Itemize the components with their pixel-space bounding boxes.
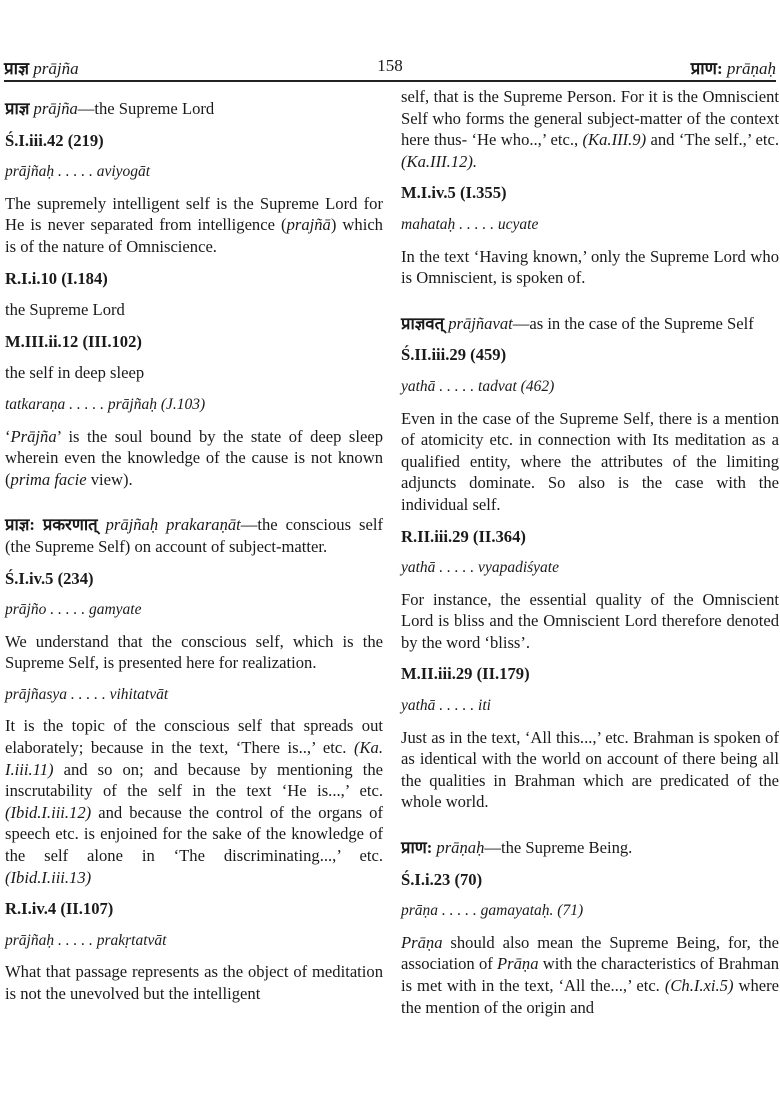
italic-text: prajñā [286, 215, 331, 235]
italic-text: (Ch.I.xi.5) [664, 976, 734, 995]
citation-reference [5, 568, 383, 590]
text-segment: In the text ‘Having known,’ only the Supreme Lord who is Omniscient, is spoken of. [401, 246, 779, 288]
text-segment: ’ is the soul bound by the state of deep sleep wherein even the knowledge of the cause is not known ( [5, 426, 383, 489]
italic-text: (Ka. I.iii.11) [5, 738, 383, 779]
text-segment: Ś.II.iii.29 (459) [401, 345, 507, 365]
commentary-paragraph [5, 961, 383, 1004]
text-segment: and so on; and because by mentioning the inscrutability of the self in the text ‘He is...,’ etc. [5, 759, 383, 801]
running-header [4, 54, 776, 82]
text-segment: tatkaraṇa . . . . . prājñaḥ (J.103) [5, 395, 206, 413]
citation-reference [5, 130, 383, 152]
text-segment: and ‘The self.,’ etc. [646, 130, 780, 150]
italic-text: Prāṇa [497, 954, 539, 974]
header-right-roman: prāṇaḥ [726, 59, 776, 78]
commentary-paragraph [401, 246, 779, 289]
text-segment: prājñaḥ . . . . . aviyogāt [5, 163, 151, 181]
italic-text: (Ka.III.9) [582, 130, 647, 150]
text-segment: with the characteristics of Brahman is met with in the text, ‘All the...,’ etc. [401, 954, 779, 995]
italic-text: prājñavat [448, 313, 513, 333]
citation-reference [401, 344, 779, 366]
sanskrit-phrase [401, 557, 779, 579]
text-segment: prājñaḥ . . . . . prakṛtatvāt [5, 931, 167, 949]
italic-text: (Ibid.I.iii.12) [5, 802, 92, 822]
commentary-paragraph [401, 86, 779, 172]
text-segment: view). [86, 469, 133, 489]
text-segment: It is the topic of the conscious self that spreads out elaborately; because in the text, ‘There is..,’ etc. [5, 716, 383, 758]
commentary-paragraph [5, 631, 383, 674]
text-segment: and because the control of the organs of speech etc. is enjoined for the sake of the knowledge of the self alone in ‘The discriminating...,’ etc. [5, 802, 383, 866]
text-segment: self, that is the Supreme Person. For it is the Omniscient Self who forms the general subject-matter of the context here thus- ‘He who..,’ etc., [401, 87, 779, 150]
italic-text: prājñaḥ prakaraṇāt [105, 515, 241, 535]
text-segment: prājño . . . . . gamyate [5, 601, 142, 619]
text-segment: yathā . . . . . tadvat (462) [401, 377, 555, 395]
devanagari-text: प्राज्ञ [5, 99, 34, 118]
text-segment: What that passage represents as the object of meditation is not the unevolved but the intelligent [5, 962, 383, 1003]
italic-text: prāṇaḥ [436, 838, 485, 858]
italic-text: Prājña [10, 426, 57, 446]
sanskrit-phrase [401, 214, 779, 236]
text-segment: R.I.iv.4 (II.107) [5, 899, 114, 919]
entry-headword [401, 313, 779, 335]
devanagari-text: प्राज्ञ: प्रकरणात् [5, 515, 106, 535]
italic-text: (Ibid.I.iii.13) [5, 867, 92, 887]
text-segment: the Supreme Lord [5, 300, 125, 320]
text-segment: yathā . . . . . iti [401, 697, 491, 715]
commentary-paragraph [5, 193, 383, 258]
text-segment: R.I.i.10 (I.184) [5, 268, 108, 288]
citation-reference [5, 331, 383, 353]
sanskrit-phrase [5, 161, 383, 183]
page-number: 158 [377, 56, 403, 75]
text-segment: prāṇa . . . . . gamayataḥ. (71) [401, 902, 584, 920]
header-left-roman: prājña [33, 59, 79, 78]
text-segment: M.II.iii.29 (II.179) [401, 664, 530, 684]
text-segment: We understand that the conscious self, which is the Supreme Self, is presented here for realization. [5, 631, 383, 673]
devanagari-text: प्राण: [401, 838, 437, 858]
text-segment: M.III.ii.12 (III.102) [5, 331, 142, 351]
text-segment: R.II.iii.29 (II.364) [401, 526, 526, 546]
sanskrit-phrase [401, 900, 779, 922]
italic-text: prājña [33, 99, 78, 118]
text-segment: —as in the case of the Supreme Self [512, 313, 754, 333]
text-segment: —the conscious self (the Supreme Self) on account of subject-matter. [5, 515, 383, 556]
text-segment: Ś.I.iv.5 (234) [5, 568, 94, 588]
entry-headword [401, 837, 779, 859]
citation-reference [401, 182, 779, 204]
commentary-paragraph [5, 299, 383, 321]
text-segment: should also mean the Supreme Being, for, the association of [401, 932, 779, 974]
citation-reference [401, 663, 779, 685]
commentary-paragraph [401, 589, 779, 654]
text-segment: M.I.iv.5 (I.355) [401, 183, 507, 203]
left-column [5, 98, 383, 1015]
text-segment: ‘ [5, 426, 11, 446]
citation-reference [5, 268, 383, 290]
text-segment: Even in the case of the Supreme Self, there is a mention of atomicity etc. in connection with Its meditation as a qualified entity, where the attributes of the limiting adjuncts dominate. So also is the case with the individual self. [401, 408, 779, 514]
text-segment: For instance, the essential quality of the Omniscient Lord is bliss and the Omniscient Lord therefore denoted by the word ‘bliss’. [401, 589, 779, 652]
text-segment: —the Supreme Being. [484, 838, 633, 858]
sanskrit-phrase [401, 695, 779, 717]
header-right-headword [691, 56, 776, 79]
text-segment: the self in deep sleep [5, 363, 145, 383]
italic-text: prima facie [10, 469, 87, 489]
text-segment: —the Supreme Lord [77, 99, 215, 118]
text-segment: mahataḥ . . . . . ucyate [401, 215, 539, 233]
sanskrit-phrase [401, 376, 779, 398]
sanskrit-phrase [5, 684, 383, 706]
commentary-paragraph [401, 408, 779, 516]
sanskrit-phrase [5, 599, 383, 621]
commentary-paragraph [5, 362, 383, 384]
citation-reference [5, 898, 383, 920]
italic-text: Prāṇa [401, 932, 443, 952]
text-segment: The supremely intelligent self is the Supreme Lord for He is never separated from intelligence ( [5, 193, 383, 235]
header-right-devanagari: प्राण: [690, 59, 723, 78]
header-left-devanagari: प्राज्ञ [4, 59, 29, 78]
commentary-paragraph [401, 932, 779, 1018]
text-segment: where the mention of the origin and [401, 976, 779, 1017]
text-segment: prājñasya . . . . . vihitatvāt [5, 685, 169, 703]
citation-reference [401, 869, 779, 891]
text-segment: Just as in the text, ‘All this...,’ etc. Brahman is spoken of as identical with the world on account of there being all the qualities in Brahman which are predicated of the whole world. [401, 727, 779, 812]
text-segment: Ś.I.iii.42 (219) [5, 130, 104, 150]
entry-headword [5, 514, 383, 557]
commentary-paragraph [5, 426, 383, 491]
devanagari-text: प्राज्ञवत् [401, 313, 449, 333]
entry-headword [5, 98, 383, 120]
commentary-paragraph [5, 715, 383, 888]
sanskrit-phrase [5, 930, 383, 952]
sanskrit-phrase [5, 394, 383, 416]
text-segment: Ś.I.i.23 (70) [401, 869, 483, 889]
text-segment: ) which is of the nature of Omniscience. [5, 215, 383, 256]
commentary-paragraph [401, 727, 779, 813]
italic-text: (Ka.III.12). [401, 151, 478, 171]
text-segment: yathā . . . . . vyapadiśyate [401, 559, 559, 577]
right-column [401, 87, 780, 1028]
citation-reference [401, 526, 779, 548]
